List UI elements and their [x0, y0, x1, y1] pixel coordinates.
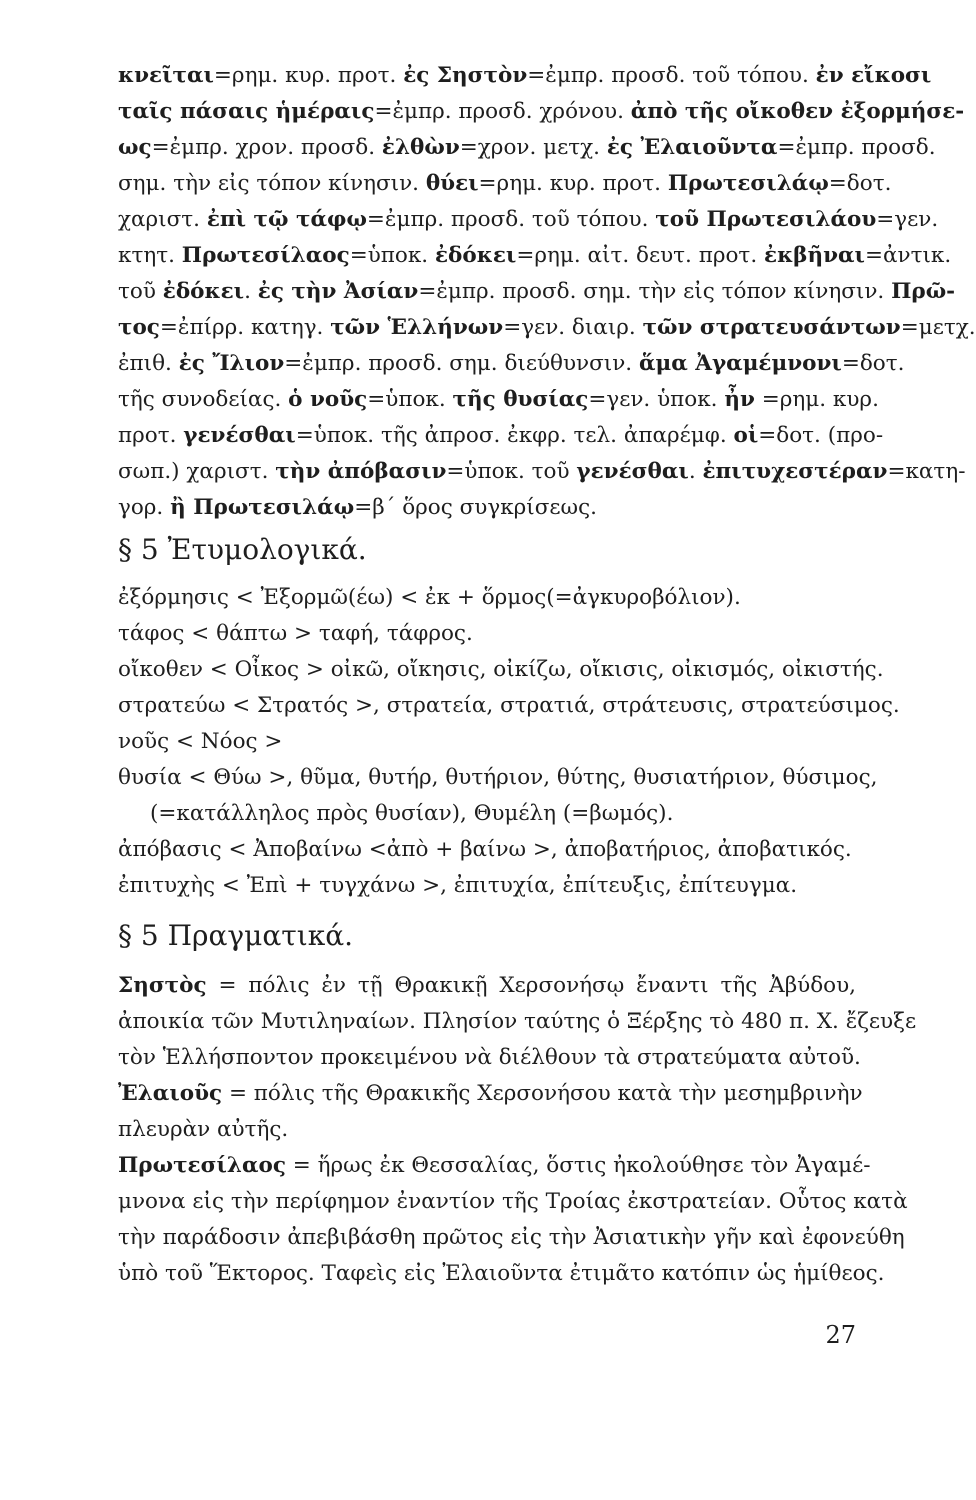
text-line: τῆς συνοδείας. ὁ νοῦς=ὑποκ. τῆς θυσίας=γεν. ὑποκ. ἦν =ρημ. κυρ.: [118, 387, 879, 412]
etymology-entry: τάφος < θάπτω > ταφή, τάφρος.: [118, 621, 473, 646]
text-line: προτ. γενέσθαι=ὑποκ. τῆς ἀπροσ. ἐκφρ. τελ. ἀπαρέμφ. οἱ=δοτ. (προ-: [118, 423, 884, 448]
etymology-entry: οἴκοθεν < Οἶκος > οἰκῶ, οἴκησις, οἰκίζω, οἴκισις, οἰκισμός, οἰκιστής.: [118, 657, 884, 682]
realia-line: ὑπὸ τοῦ Ἕκτορος. Ταφεὶς εἰς Ἐλαιοῦντα ἐτιμᾶτο κατόπιν ὡς ἡμίθεος.: [118, 1261, 885, 1286]
etymology-entry: θυσία < Θύω >, θῦμα, θυτήρ, θυτήριον, θύτης, θυσιατήριον, θύσιμος,: [118, 765, 878, 790]
realia-line: πλευρὰν αὐτῆς.: [118, 1117, 289, 1142]
etymology-entry: νοῦς < Νόος >: [118, 729, 283, 754]
page-body: [118, 58, 976, 1478]
realia-line: ἀποικία τῶν Μυτιληναίων. Πλησίον ταύτης ὁ Ξέρξης τὸ 480 π. Χ. ἔζευξε: [118, 1009, 917, 1034]
text-line: σωπ.) χαριστ. τὴν ἀπόβασιν=ὑποκ. τοῦ γενέσθαι. ἐπιτυχεστέραν=κατη-: [118, 459, 966, 484]
text-line: τοῦ ἐδόκει. ἐς τὴν Ἀσίαν=ἐμπρ. προσδ. σημ. τὴν εἰς τόπον κίνησιν. Πρῶ-: [118, 279, 956, 304]
text-line: τος=ἐπίρρ. κατηγ. τῶν Ἑλλήνων=γεν. διαιρ. τῶν στρατευσάντων=μετχ.: [118, 315, 976, 340]
etymology-entry: (=κατάλληλος πρὸς θυσίαν), Θυμέλη (=βωμός).: [150, 801, 674, 826]
etymology-entry: ἐξόρμησις < Ἐξορμῶ(έω) < ἐκ + ὅρμος(=ἀγκυροβόλιον).: [118, 585, 741, 610]
realia-line: μνονα εἰς τὴν περίφημον ἐναντίον τῆς Τροίας ἐκστρατείαν. Οὗτος κατὰ: [118, 1189, 908, 1214]
text-line: γορ. ἢ Πρωτεσιλάῳ=β΄ ὅρος συγκρίσεως.: [118, 495, 597, 520]
text-line: ταῖς πάσαις ἡμέραις=ἐμπρ. προσδ. χρόνου. ἀπὸ τῆς οἴκοθεν ἐξορμήσε-: [118, 99, 965, 124]
realia-heading: § 5 Πραγματικά.: [118, 919, 354, 952]
text-line: σημ. τὴν εἰς τόπον κίνησιν. θύει=ρημ. κυρ. προτ. Πρωτεσιλάῳ=δοτ.: [118, 171, 892, 196]
etymology-heading: § 5 Ἐτυμολογικά.: [118, 533, 367, 566]
realia-line: τὴν παράδοσιν ἀπεβιβάσθη πρῶτος εἰς τὴν Ἀσιατικὴν γῆν καὶ ἐφονεύθη: [118, 1225, 905, 1250]
etymology-entry: ἀπόβασις < Ἀποβαίνω <ἀπὸ + βαίνω >, ἀποβατήριος, ἀποβατικός.: [118, 837, 852, 862]
page-number: 27: [825, 1321, 856, 1349]
text-line: ἐπιθ. ἐς Ἴλιον=ἐμπρ. προσδ. σημ. διεύθυνσιν. ἅμα Ἀγαμέμνονι=δοτ.: [118, 351, 905, 376]
text-line: ως=ἐμπρ. χρον. προσδ. ἐλθὼν=χρον. μετχ. ἐς Ἐλαιοῦντα=ἐμπρ. προσδ.: [118, 135, 936, 160]
etymology-entry: ἐπιτυχὴς < Ἐπὶ + τυγχάνω >, ἐπιτυχία, ἐπίτευξις, ἐπίτευγμα.: [118, 873, 798, 898]
realia-line: Ἐλαιοῦς = πόλις τῆς Θρακικῆς Χερσονήσου κατὰ τὴν μεσημβρινὴν: [118, 1081, 863, 1106]
text-line: κτητ. Πρωτεσίλαος=ὑποκ. ἐδόκει=ρημ. αἰτ. δευτ. προτ. ἐκβῆναι=ἀντικ.: [118, 243, 952, 268]
text-line: χαριστ. ἐπὶ τῷ τάφῳ=ἐμπρ. προσδ. τοῦ τόπου. τοῦ Πρωτεσιλάου=γεν.: [118, 207, 939, 232]
etymology-entry: στρατεύω < Στρατός >, στρατεία, στρατιά, στράτευσις, στρατεύσιμος.: [118, 693, 900, 718]
text-line: κνεῖται=ρημ. κυρ. προτ. ἐς Σηστὸν=ἐμπρ. προσδ. τοῦ τόπου. ἐν εἴκοσι: [118, 63, 932, 88]
realia-line: Πρωτεσίλαος = ἥρως ἐκ Θεσσαλίας, ὅστις ἠκολούθησε τὸν Ἀγαμέ-: [118, 1153, 871, 1178]
realia-line: τὸν Ἑλλήσποντον προκειμένου νὰ διέλθουν τὰ στρατεύματα αὐτοῦ.: [118, 1045, 861, 1070]
realia-line: Σηστὸς = πόλις ἐν τῇ Θρακικῇ Χερσονήσῳ ἔναντι τῆς Ἀβύδου,: [118, 973, 856, 998]
